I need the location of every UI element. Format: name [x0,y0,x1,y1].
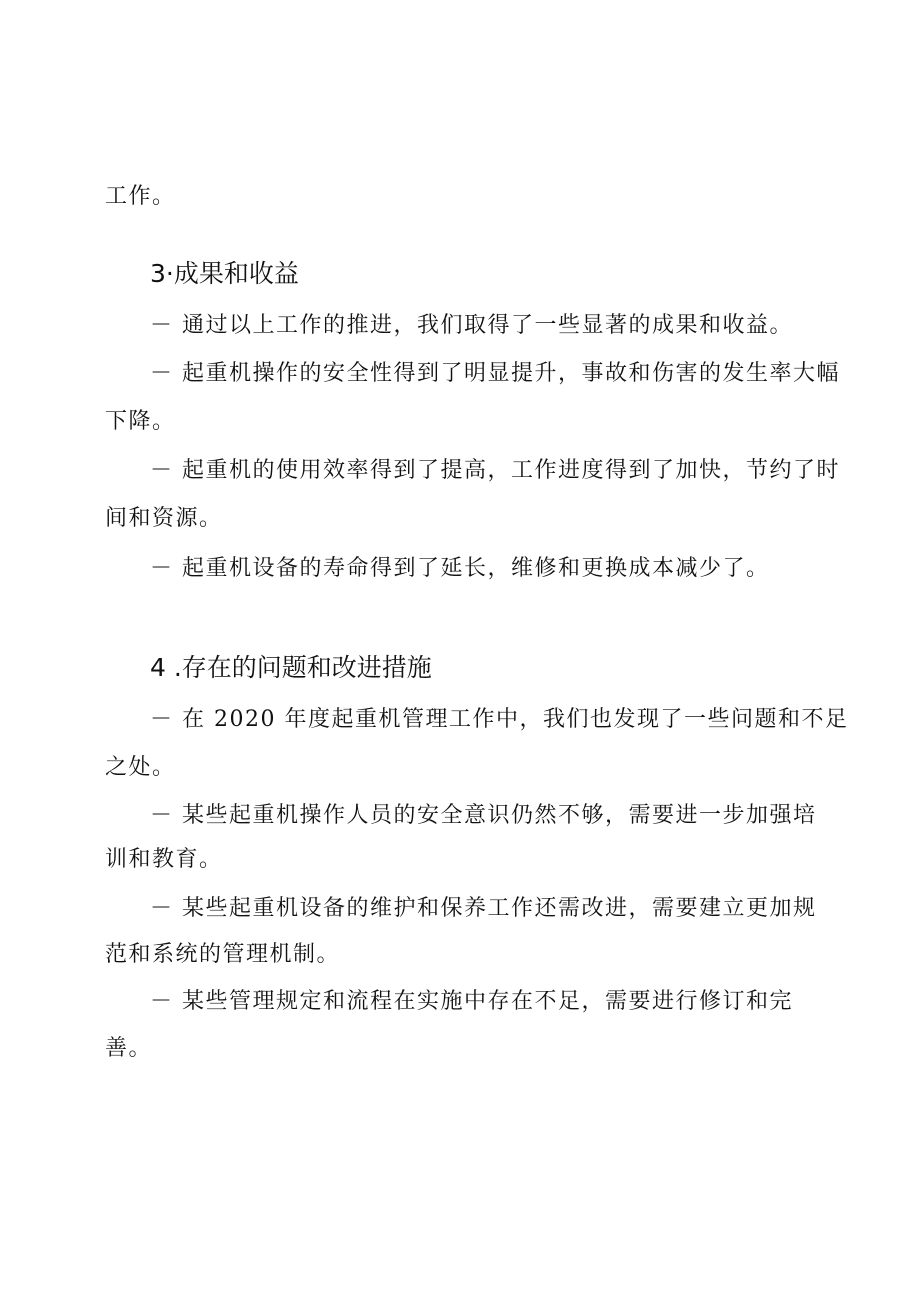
section-4-item-3-line-2: 范和系统的管理机制。 [105,942,341,967]
section-4-item-1-line-1: － 在 2020 年度起重机管理工作中，我们也发现了一些问题和不足 [150,707,849,732]
section-4-item-3-line-1: － 某些起重机设备的维护和保养工作还需改进，需要建立更加规 [150,896,817,921]
section-4-item-4-line-2: 善。 [105,1036,153,1061]
section-3-item-2-line-2: 下降。 [105,409,176,434]
section-3-item-1: － 通过以上工作的推进，我们取得了一些显著的成果和收益。 [150,313,793,338]
intro-tail-text: 工作。 [105,184,176,209]
section-4-item-1-line-2: 之处。 [105,755,176,780]
section-3-item-4: － 起重机设备的寿命得到了延长，维修和更换成本减少了。 [150,556,770,581]
section-4-item-4-line-1: － 某些管理规定和流程在实施中存在不足，需要进行修订和完 [150,989,793,1014]
section-4-heading: 4 .存在的问题和改进措施 [150,653,432,682]
section-3-item-3-line-1: － 起重机的使用效率得到了提高，工作进度得到了加快，节约了时 [150,458,840,483]
section-3-item-3-line-2: 间和资源。 [105,506,223,531]
section-4-item-2-line-1: － 某些起重机操作人员的安全意识仍然不够，需要进一步加强培 [150,803,817,828]
section-3-item-2-line-1: － 起重机操作的安全性得到了明显提升，事故和伤害的发生率大幅 [150,361,840,386]
section-4-item-2-line-2: 训和教育。 [105,847,223,872]
section-3-heading: 3·成果和收益 [150,259,299,288]
